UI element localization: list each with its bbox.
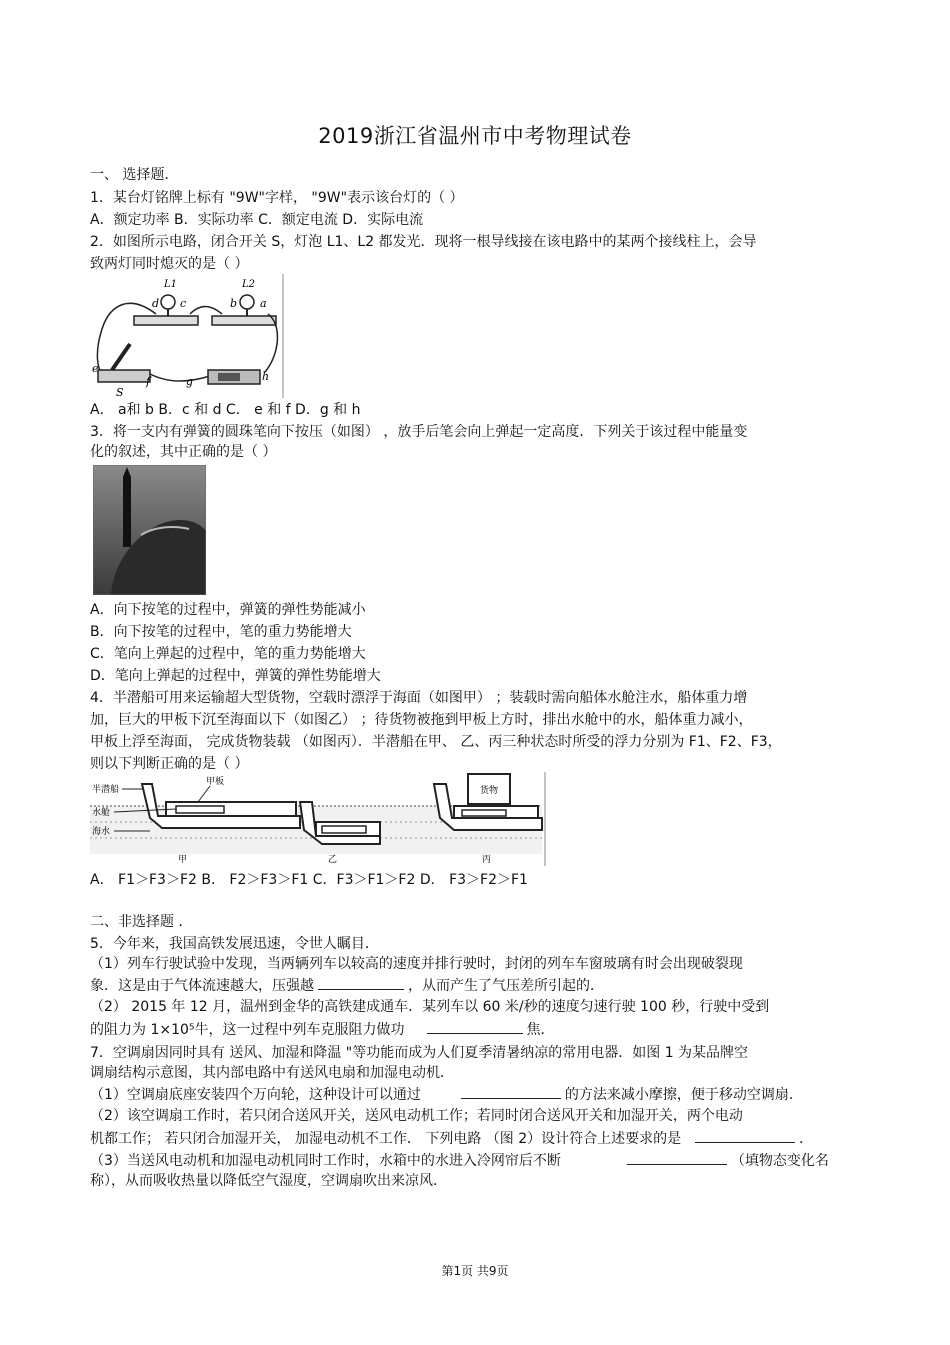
page-title: 2019浙江省温州市中考物理试卷 [318,124,632,148]
pen-press-photo [93,465,206,595]
label-d: d [152,297,160,310]
label-b: b [230,297,238,310]
question-2-stem-line2: 致两灯同时熄灭的是（ ） [90,256,249,272]
label-bing: 丙 [482,855,492,865]
question-7-part2-line2 [90,1128,813,1149]
answer-blank-friction[interactable] [461,1084,561,1099]
lamp-l2-base [212,316,276,325]
question-5-part2-text-a: 的阻力为 1×10⁵牛，这一过程中列车克服阻力做功 [90,1022,405,1038]
label-cargo: 货物 [480,786,499,796]
section-heading-non-choice: 二、非选择题 ． [90,914,193,930]
question-7-part1 [90,1084,803,1105]
answer-blank-pressure[interactable] [318,975,404,990]
label-l2: L2 [242,279,256,290]
pen-icon [123,477,131,547]
question-7-part2-line1: （2）该空调扇工作时，若只闭合送风开关，送风电动机工作；若同时闭合送风开关和加湿开关，两个电动 [90,1108,743,1124]
label-deck: 甲板 [206,777,225,787]
label-sea-water: 海水 [92,827,111,837]
question-7-part3-line2: 称），从而吸收热量以降低空气湿度，空调扇吹出来凉风． [90,1173,447,1189]
question-1-stem: 1．某台灯铭牌上标有 "9W"字样， "9W"表示该台灯的（ ） [90,190,464,206]
question-5-part2-line2 [90,1019,555,1040]
question-4-stem-line3: 甲板上浮至海面， 完成货物装载 （如图丙）．半潜船在甲、 乙、丙三种状态时所受的浮力分别为 F1、F2、F3， [90,734,782,750]
question-5-part1-line2 [90,975,604,996]
question-4-stem-line2: 加，巨大的甲板下沉至海面以下（如图乙） ；待货物被拖到甲板上方时，排出水舱中的水，船体重力减小， [90,712,753,728]
question-7-stem-line1: 7．空调扇因同时具有 送风、加湿和降温 "等功能而成为人们夏季清暑纳凉的常用电器．如图 1 为某品牌空 [90,1045,749,1061]
question-7-part3-text-b: （填物态变化名 [730,1153,829,1169]
question-3-option-c: C．笔向上弹起的过程中，笔的重力势能增大 [90,646,366,662]
question-5-part2-line1: （2） 2015 年 12 月，温州到金华的高铁建成通车．某列车以 60 米/秒的速度匀速行驶 100 秒，行驶中受到 [90,999,770,1015]
question-7-part1-text-a: （1）空调扇底座安装四个万向轮，这种设计可以通过 [90,1087,421,1103]
question-5-part1-line1: （1）列车行驶试验中发现，当两辆列车以较高的速度并排行驶时，封闭的列车车窗玻璃有时会出现破裂现 [90,956,743,972]
label-g: g [186,375,194,388]
question-3-stem-line2: 化的叙述，其中正确的是（ ） [90,444,277,460]
label-h: h [262,370,270,383]
label-l1: L1 [164,279,178,290]
question-3-option-d: D．笔向上弹起的过程中，弹簧的弹性势能增大 [90,668,381,684]
label-semi-sub-ship: 半潜船 [92,785,120,795]
label-s: S [116,386,124,398]
question-5-intro: 5．今年来，我国高铁发展迅速，令世人瞩目． [90,936,379,952]
question-2-stem-line1: 2．如图所示电路，闭合开关 S，灯泡 L1、L2 都发光．现将一根导线接在该电路中的某两个接线柱上，会导 [90,234,757,250]
label-c: c [180,297,187,310]
question-2-options: A． a和 b B．c 和 d C． e 和 f D．g 和 h [90,402,361,418]
label-jia: 甲 [178,855,188,865]
answer-blank-work[interactable] [427,1019,523,1034]
label-water-tank: 水舱 [92,808,111,818]
section-heading-choice: 一、 选择题． [90,167,179,183]
question-4-stem-line4: 则以下判断正确的是（ ） [90,756,249,772]
question-5-part2-text-b: 焦． [526,1022,555,1038]
question-7-part3-text-a: （3）当送风电动机和加湿电动机同时工作时，水箱中的水进入冷网帘后不断 [90,1153,561,1169]
question-7-part1-text-b: 的方法来减小摩擦，便于移动空调扇． [564,1087,803,1103]
question-5-part1-text-b: ，从而产生了气压差所引起的． [408,978,604,994]
question-3-option-a: A．向下按笔的过程中，弹簧的弹性势能减小 [90,602,366,618]
question-5-part1-text-a: 象．这是由于气体流速越大，压强越 [90,978,314,994]
label-e: e [92,362,99,375]
page-footer: 第1页 共9页 [441,1264,509,1278]
lamp-l1-base [134,316,198,325]
label-a: a [260,297,267,310]
label-yi: 乙 [328,855,338,865]
question-1-options: A．额定功率 B．实际功率 C．额定电流 D．实际电流 [90,212,424,228]
question-7-part2-text-a: 机都工作； 若只闭合加湿开关， 加湿电动机不工作． 下列电路 （图 2）设计符合上述要求的是 [90,1131,682,1147]
question-3-option-b: B．向下按笔的过程中，笔的重力势能增大 [90,624,352,640]
semi-submersible-ship-figure [90,772,548,866]
answer-blank-phase-change[interactable] [627,1150,727,1165]
question-7-part3-line1 [90,1150,829,1171]
question-4-stem-line1: 4．半潜船可用来运输超大型货物，空载时漂浮于海面（如图甲） ；装载时需向船体水舱注水，船体重力增 [90,690,748,706]
question-4-options: A． F1＞F3＞F2 B． F2＞F3＞F1 C．F3＞F1＞F2 D． F3＞F2＞F1 [90,872,528,888]
question-7-part2-text-b: ． [799,1131,814,1147]
answer-blank-circuit[interactable] [695,1128,795,1143]
label-f: f [146,375,151,388]
circuit-diagram-figure [90,274,286,398]
question-3-stem-line1: 3．将一支内有弹簧的圆珠笔向下按压（如图） ，放手后笔会向上弹起一定高度．下列关于该过程中能量变 [90,424,748,440]
switch-s-icon [98,370,150,382]
question-7-stem-line2: 调扇结构示意图，其内部电路中有送风电扇和加湿电动机． [90,1065,454,1081]
